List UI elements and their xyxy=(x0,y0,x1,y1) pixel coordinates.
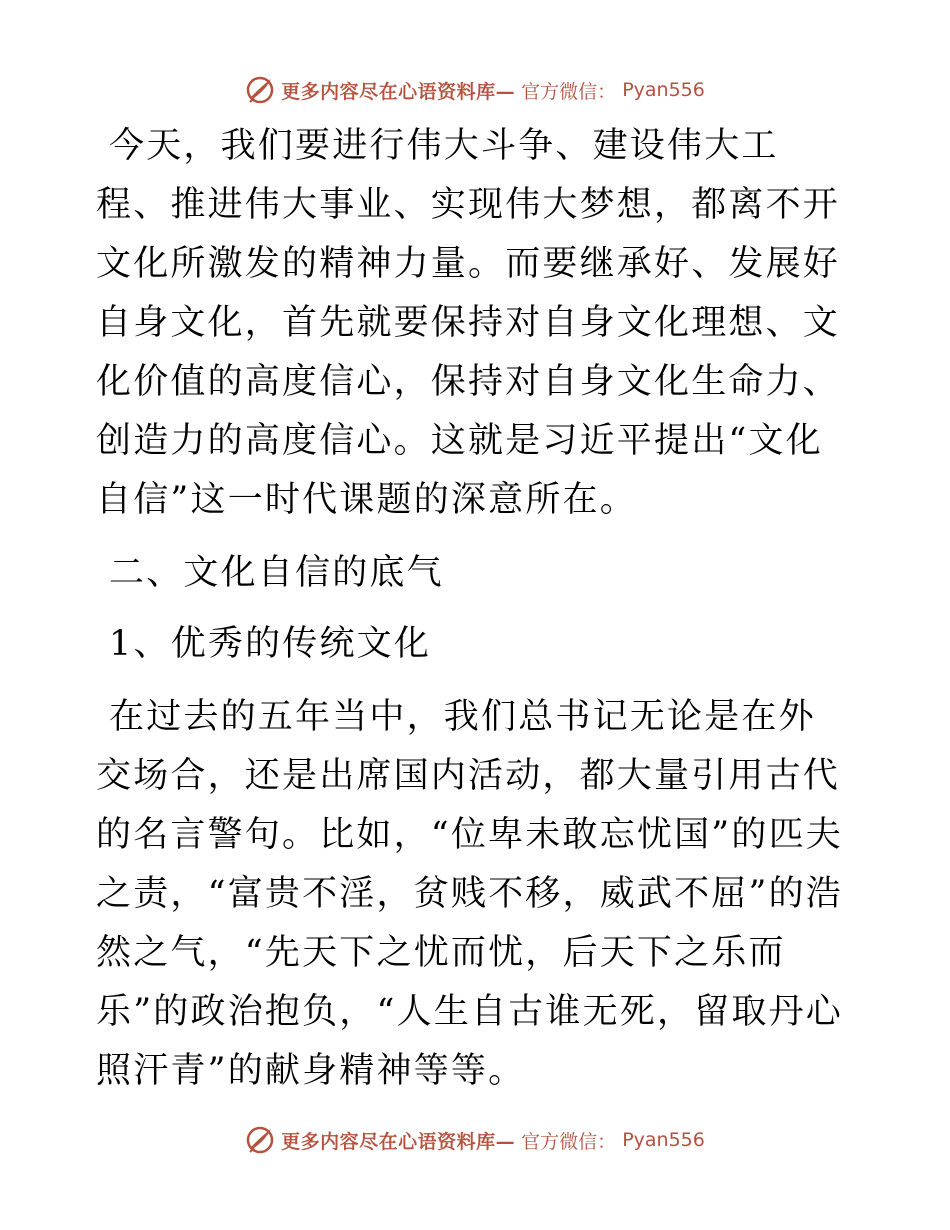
header-watermark xyxy=(0,72,950,108)
feather-pen-logo-icon xyxy=(245,1125,275,1155)
watermark-site-text: 更多内容尽在心语资料库— xyxy=(281,80,516,103)
watermark-wechat-label: 官方微信： xyxy=(521,1130,617,1153)
watermark-site-text: 更多内容尽在心语资料库— xyxy=(281,1130,516,1153)
section-heading: 二、文化自信的底气 xyxy=(109,553,444,593)
watermark-wechat-label: 官方微信： xyxy=(521,80,617,103)
footer-watermark xyxy=(0,1122,950,1158)
feather-pen-logo-icon xyxy=(245,75,275,105)
watermark-wechat-id: Pyan556 xyxy=(622,1129,705,1151)
paragraph-1: 今天，我们要进行伟大斗争、建设伟大工程、推进伟大事业、实现伟大梦想，都离不开文化所激发的精神力量。而要继承好、发展好自身文化，首先就要保持对自身文化理想、文化价值的高度信心，保持对自身文化生命力、创造力的高度信心。这就是习近平提出“文化自信”这一时代课题的深意所在。 xyxy=(96,126,841,520)
watermark-wechat-id: Pyan556 xyxy=(622,79,705,101)
subsection-heading: 1、优秀的传统文化 xyxy=(109,624,432,664)
paragraph-2: 在过去的五年当中，我们总书记无论是在外交场合，还是出席国内活动，都大量引用古代的名言警句。比如，“位卑未敢忘忧国”的匹夫之责，“富贵不淫，贫贱不移，威武不屈”的浩然之气，“先天下之忧而忧，后天下之乐而乐”的政治抱负，“人生自古谁无死，留取丹心照汗青”的献身精神等等。 xyxy=(96,697,843,1091)
